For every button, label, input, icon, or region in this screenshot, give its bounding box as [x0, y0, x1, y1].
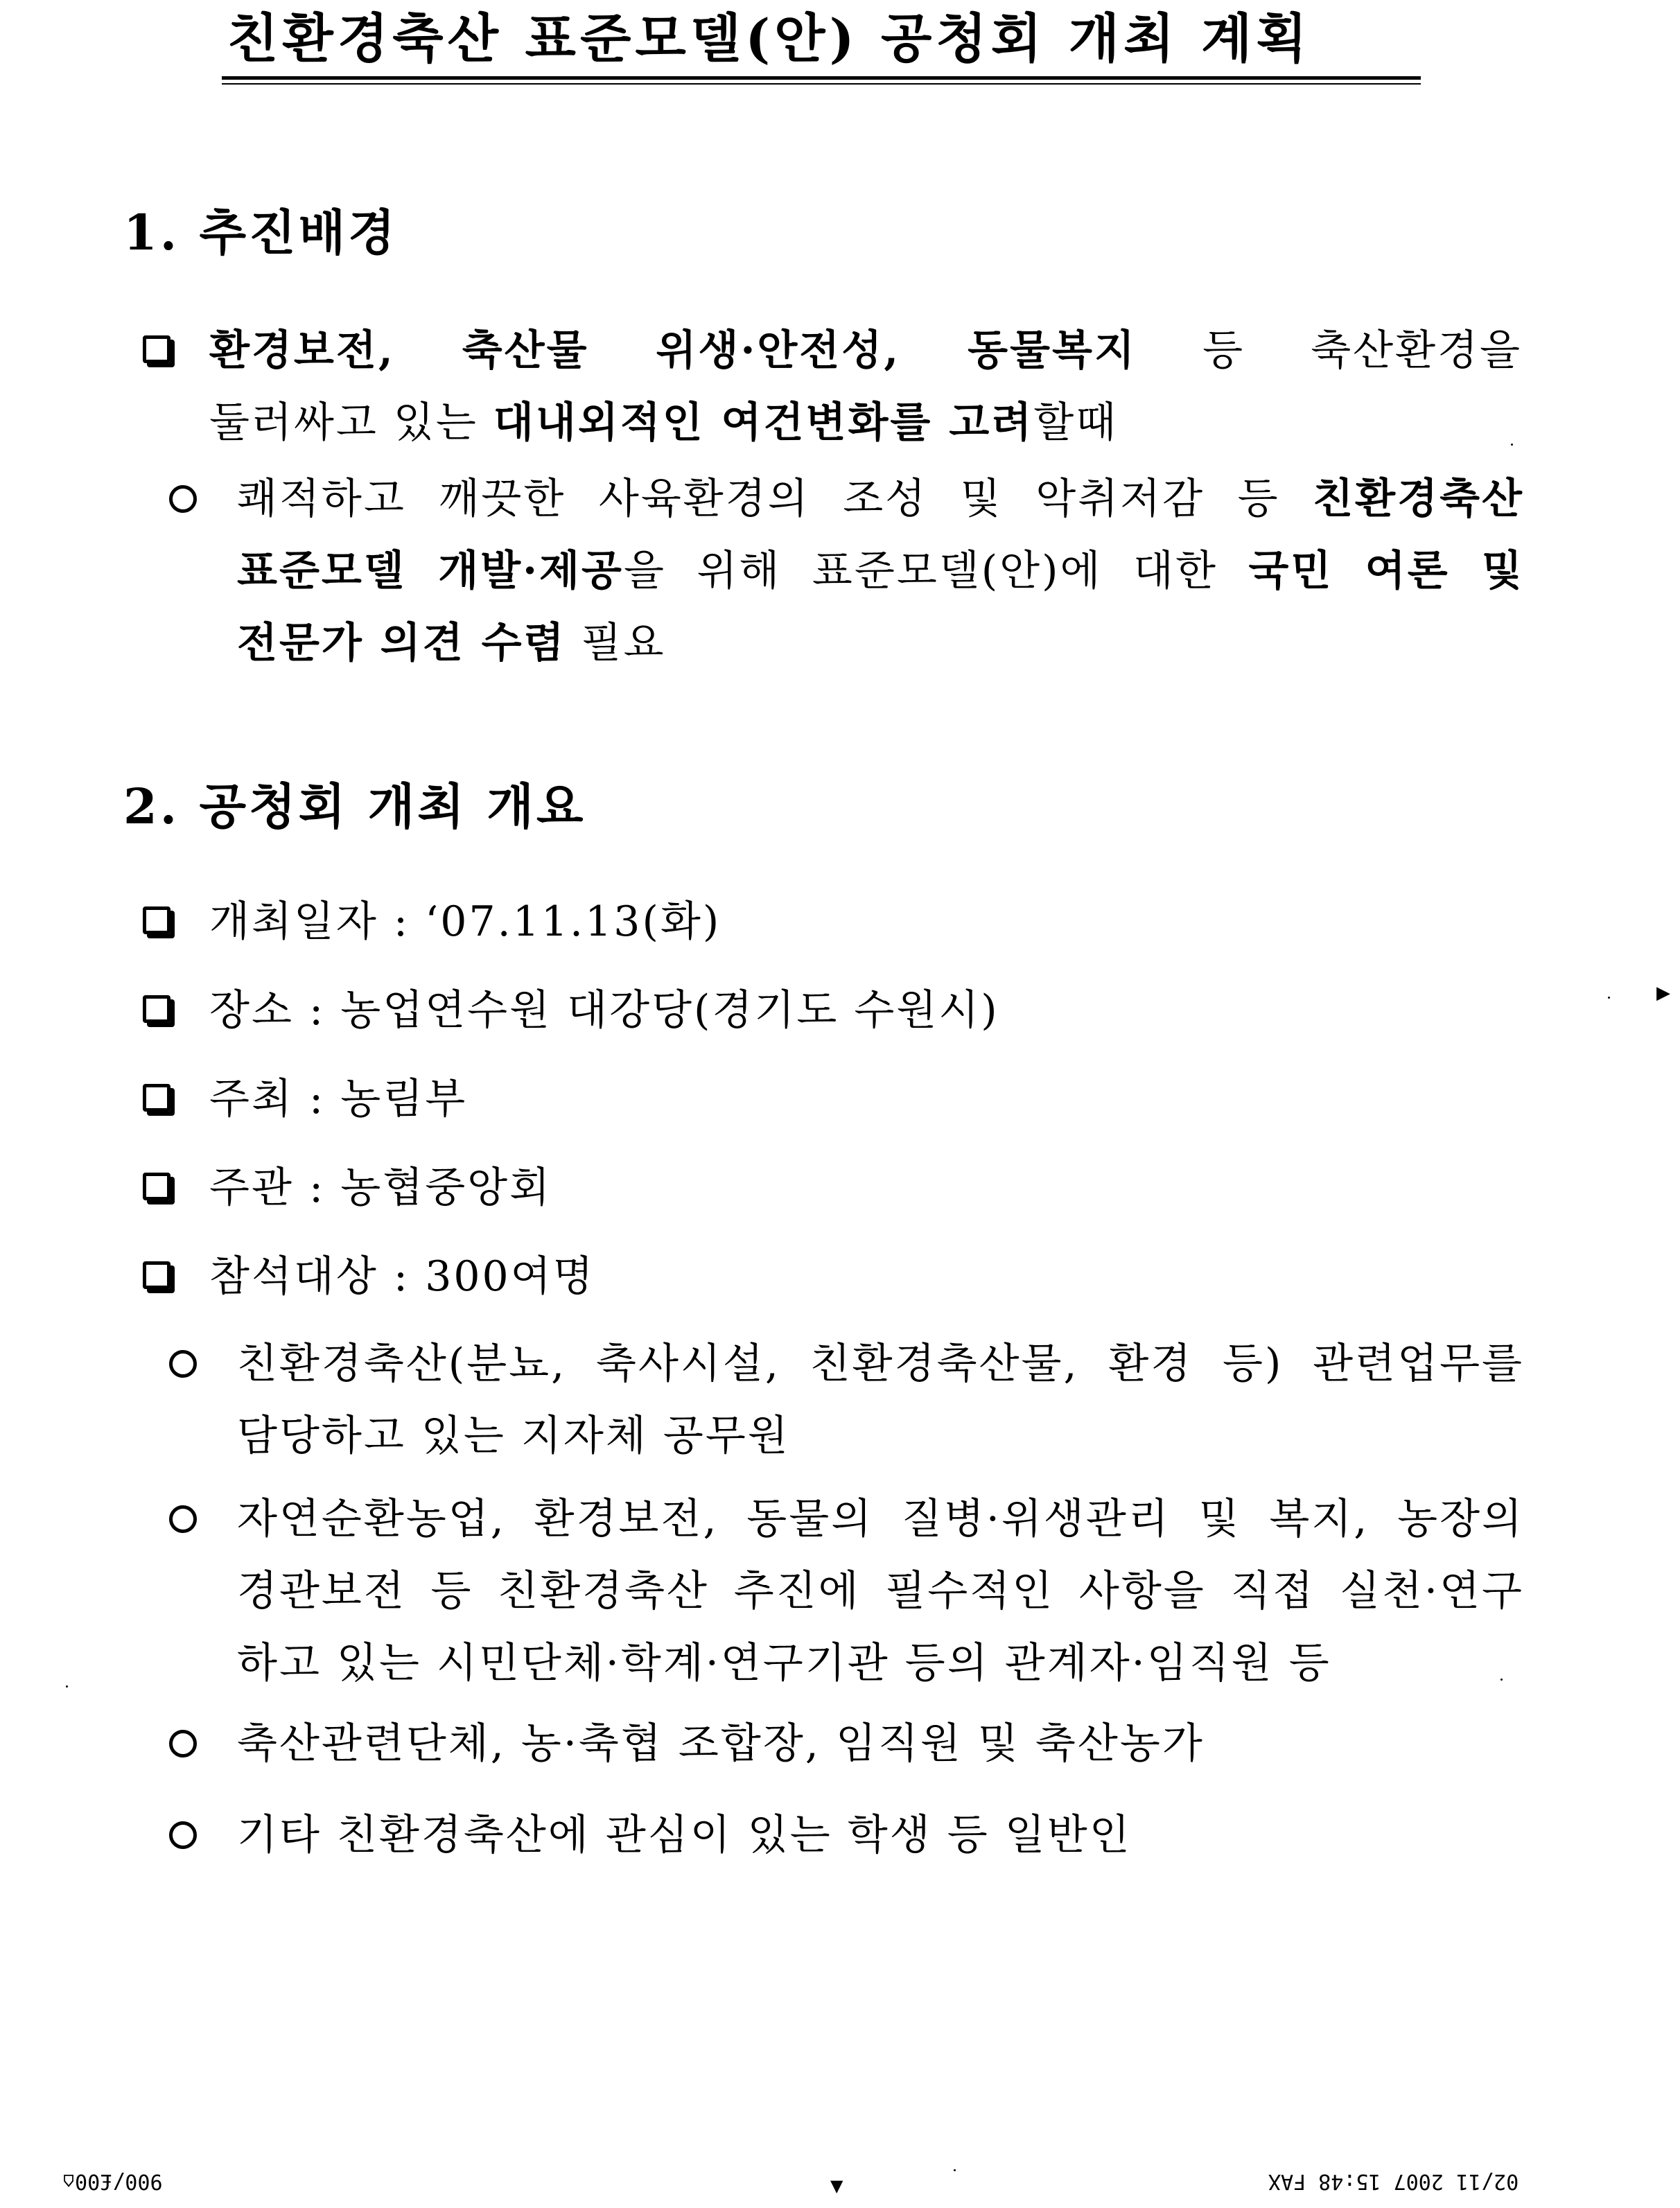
checkbox-square-icon	[143, 1084, 170, 1112]
circle-bullet-icon	[169, 1821, 197, 1849]
box-item-organizer	[143, 1152, 1522, 1224]
circle-item-text: 축산관련단체, 농·축협 조합장, 임직원 및 축산농가	[237, 1719, 1205, 1768]
attendee-group-livestock	[169, 1708, 1524, 1780]
bold-span: 친환경축산	[1313, 475, 1524, 523]
bold-span: 대내외적인 여건변화를 고려	[493, 398, 1034, 447]
circle-item-line-3: 하고 있는 시민단체·학계·연구기관 등의 관계자·임직원 등	[237, 1639, 1331, 1688]
checkbox-square-icon	[143, 335, 170, 363]
circle-item-text	[237, 1328, 1524, 1472]
checkbox-square-icon	[143, 1173, 170, 1200]
scan-speck	[1511, 444, 1513, 446]
box-item-text: 주관 : 농협중앙회	[209, 1164, 552, 1212]
box-item-venue	[143, 974, 1522, 1046]
scan-speck	[66, 1685, 68, 1688]
attendee-group-public	[169, 1799, 1524, 1871]
box-item-text: 개최일자 : ‘07.11.13(화)	[209, 897, 721, 946]
text-span: 둘러싸고 있는	[209, 398, 493, 447]
text-span: 쾌적하고 깨끗한 사육환경의 조성 및 악취저감 등	[237, 475, 1313, 523]
circle-bullet-icon	[169, 1505, 197, 1533]
section-heading-overview: 2. 공청회 개최 개요	[123, 778, 586, 835]
box-item-line-2	[209, 398, 1118, 447]
circle-item-line-2: 담당하고 있는 지자체 공무원	[237, 1412, 790, 1460]
circle-item-line-1	[237, 463, 1524, 535]
circle-item-background	[169, 463, 1524, 679]
bold-span: 전문가 의견 수렴	[237, 619, 566, 667]
box-item-text: 참석대상 : 300여명	[209, 1252, 595, 1301]
circle-item-line-3	[237, 619, 666, 667]
circle-item-line-1: 친환경축산(분뇨, 축사시설, 친환경축산물, 환경 등) 관련업무를	[237, 1340, 1524, 1388]
text-span: 을 위해 표준모델(안)에 대한	[623, 547, 1249, 595]
bold-span: 표준모델 개발·제공	[237, 547, 624, 595]
scan-speck	[1500, 1679, 1503, 1681]
fax-datetime: 02/11 2007 15:48 FAX	[1268, 2169, 1519, 2193]
box-item-attendees	[143, 1241, 1522, 1313]
section-heading-background: 1. 추진배경	[123, 204, 398, 261]
box-item-background	[143, 315, 1522, 459]
circle-item-text: 기타 친환경축산에 관심이 있는 학생 등 일반인	[237, 1811, 1132, 1859]
scan-speck	[1608, 997, 1610, 999]
title-underline-thin	[222, 83, 1421, 85]
attendee-group-civic	[169, 1483, 1524, 1699]
side-arrow-icon: ▶	[1656, 983, 1670, 1004]
title-block	[222, 4, 1421, 85]
text-span: 필요	[566, 619, 666, 667]
circle-bullet-icon	[169, 1730, 197, 1758]
circle-bullet-icon	[169, 1350, 197, 1378]
fax-page-number: 900/£00⌂	[62, 2169, 163, 2193]
box-item-text: 주최 : 농림부	[209, 1075, 468, 1123]
circle-item-text	[237, 463, 1524, 679]
attendee-group-officials	[169, 1328, 1524, 1472]
document-title: 친환경축산 표준모델(안) 공청회 개최 계획	[227, 8, 1311, 69]
scan-speck	[954, 2169, 956, 2171]
box-item-date	[143, 886, 1522, 958]
checkbox-square-icon	[143, 906, 170, 934]
fax-mark-icon: ▼	[830, 2176, 843, 2196]
box-item-line-1	[209, 315, 1522, 387]
text-span: 할때	[1033, 398, 1119, 447]
box-item-text: 장소 : 농업연수원 대강당(경기도 수원시)	[209, 986, 999, 1035]
box-item-host	[143, 1063, 1522, 1135]
title-underline-thick	[222, 76, 1421, 80]
circle-item-line-2: 경관보전 등 친환경축산 추진에 필수적인 사항을 직접 실천·연구	[237, 1567, 1524, 1615]
circle-item-text	[237, 1483, 1524, 1699]
circle-item-line-1: 자연순환농업, 환경보전, 동물의 질병·위생관리 및 복지, 농장의	[237, 1495, 1524, 1543]
circle-item-line-2	[237, 535, 1524, 607]
bold-span: 국민 여론 및	[1248, 547, 1524, 595]
bold-span: 환경보전, 축산물 위생·안전성, 동물복지	[209, 326, 1137, 375]
checkbox-square-icon	[143, 995, 170, 1023]
box-item-text	[209, 315, 1522, 459]
checkbox-square-icon	[143, 1261, 170, 1289]
text-span: 등 축산환경을	[1136, 326, 1522, 375]
circle-bullet-icon	[169, 485, 197, 513]
